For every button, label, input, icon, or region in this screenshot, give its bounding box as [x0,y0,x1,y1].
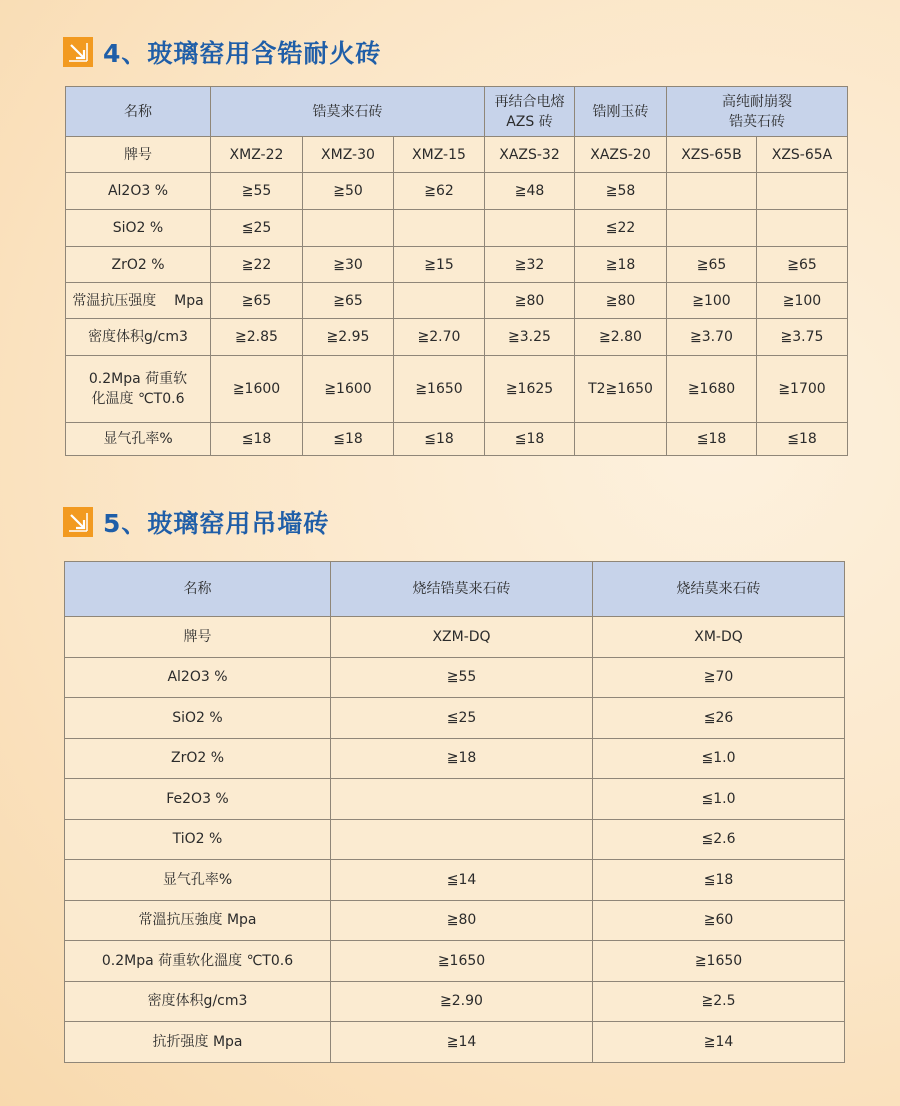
value-cell: ≦18 [757,423,848,456]
value-cell: ≧3.75 [757,319,848,356]
row-label: 0.2Mpa 荷重软 化温度 ℃T0.6 [66,356,211,423]
value-cell: ≧18 [575,247,667,283]
table-row [65,738,845,779]
table-row [66,210,848,247]
value-cell: ≧48 [485,173,575,210]
arrow-down-right-icon [63,507,93,537]
value-cell: ≧1680 [667,356,757,423]
value-cell [394,283,485,319]
value-cell: XM-DQ [593,617,845,658]
value-cell: ≧1700 [757,356,848,423]
value-cell: ≧80 [575,283,667,319]
value-cell: ≧2.90 [331,981,593,1022]
header-name: 名称 [65,562,331,617]
header-sintered-mullite: 烧结莫来石砖 [593,562,845,617]
value-cell: ≧70 [593,657,845,698]
table-row [66,247,848,283]
value-cell [331,779,593,820]
table-row [65,860,845,901]
table-header-row [66,87,848,137]
value-cell: ≧50 [303,173,394,210]
value-cell: ≦1.0 [593,779,845,820]
value-cell: ≦1.0 [593,738,845,779]
value-cell: ≧3.70 [667,319,757,356]
value-cell: ≦18 [485,423,575,456]
grade-cell: XMZ-22 [211,137,303,173]
value-cell: ≧2.95 [303,319,394,356]
row-label: 常溫抗压強度 Mpa [65,900,331,941]
table-row [65,819,845,860]
section4-title: 4、玻璃窑用含锆耐火砖 [103,39,382,68]
value-cell: ≦25 [331,698,593,739]
value-cell: ≧65 [211,283,303,319]
value-cell: ≧80 [331,900,593,941]
value-cell: XZM-DQ [331,617,593,658]
header-name: 名称 [66,87,211,137]
grade-row [66,137,848,173]
row-label: ZrO2 % [65,738,331,779]
value-cell: ≧32 [485,247,575,283]
table-row [65,617,845,658]
value-cell [394,210,485,247]
header-zircon: 高纯耐崩裂 锆英石砖 [667,87,848,137]
value-cell [303,210,394,247]
value-cell: ≧60 [593,900,845,941]
value-cell: ≧80 [485,283,575,319]
header-zirconia-corundum: 锆刚玉砖 [575,87,667,137]
header-rebonded-azs: 再结合电熔 AZS 砖 [485,87,575,137]
value-cell: ≧2.85 [211,319,303,356]
value-cell: ≦18 [394,423,485,456]
value-cell: ≧58 [575,173,667,210]
table-row [65,900,845,941]
value-cell: ≦14 [331,860,593,901]
grade-cell: XZS-65B [667,137,757,173]
value-cell [667,210,757,247]
value-cell: ≦18 [303,423,394,456]
table-row [66,283,848,319]
grade-cell: XAZS-20 [575,137,667,173]
value-cell: ≧1650 [394,356,485,423]
value-cell: ≧2.70 [394,319,485,356]
value-cell: ≧2.80 [575,319,667,356]
value-cell: ≧1625 [485,356,575,423]
table-row [66,423,848,456]
value-cell [485,210,575,247]
value-cell: ≦2.6 [593,819,845,860]
value-cell: T2≧1650 [575,356,667,423]
row-label: Al2O3 % [66,173,211,210]
value-cell: ≧18 [331,738,593,779]
row-label: Fe2O3 % [65,779,331,820]
value-cell: ≦18 [211,423,303,456]
value-cell: ≦25 [211,210,303,247]
zirconia-brick-table [65,86,848,456]
value-cell: ≧14 [593,1022,845,1063]
row-label: 牌号 [65,617,331,658]
header-zirconia-mullite: 锆莫来石砖 [211,87,485,137]
value-cell: ≧65 [303,283,394,319]
value-cell: ≧1650 [593,941,845,982]
value-cell [757,173,848,210]
value-cell: ≦26 [593,698,845,739]
row-label: 显气孔率% [65,860,331,901]
table-row [65,698,845,739]
value-cell: ≧30 [303,247,394,283]
row-label: SiO2 % [65,698,331,739]
table-row [65,779,845,820]
value-cell: ≧100 [667,283,757,319]
grade-cell: XMZ-30 [303,137,394,173]
value-cell: ≧1600 [211,356,303,423]
value-cell: ≧65 [757,247,848,283]
table-row [65,981,845,1022]
row-label: 密度体积g/cm3 [65,981,331,1022]
table-row [66,319,848,356]
table-row [65,941,845,982]
value-cell: ≧62 [394,173,485,210]
value-cell: ≦22 [575,210,667,247]
row-label: 密度体积g/cm3 [66,319,211,356]
value-cell: ≧65 [667,247,757,283]
table-header-row [65,562,845,617]
section4-heading [63,35,381,69]
section5-heading [63,505,329,539]
section5-title: 5、玻璃窑用吊墙砖 [103,509,330,538]
value-cell [757,210,848,247]
value-cell: ≧2.5 [593,981,845,1022]
grade-label: 牌号 [66,137,211,173]
row-label: 显气孔率% [66,423,211,456]
row-label: 常温抗压强度 Mpa [66,283,211,319]
row-label: TiO2 % [65,819,331,860]
value-cell [667,173,757,210]
value-cell: ≧1600 [303,356,394,423]
arrow-down-right-icon [63,37,93,67]
table-row [65,657,845,698]
row-label: 抗折强度 Mpa [65,1022,331,1063]
value-cell: ≧14 [331,1022,593,1063]
row-label: SiO2 % [66,210,211,247]
value-cell [575,423,667,456]
table-row [66,356,848,423]
value-cell: ≧3.25 [485,319,575,356]
value-cell: ≧15 [394,247,485,283]
header-sintered-zirconia-mullite: 烧结锆莫来石砖 [331,562,593,617]
row-label: Al2O3 % [65,657,331,698]
row-label: 0.2Mpa 荷重软化溫度 ℃T0.6 [65,941,331,982]
grade-cell: XMZ-15 [394,137,485,173]
value-cell [331,819,593,860]
table-row [65,1022,845,1063]
value-cell: ≧100 [757,283,848,319]
value-cell: ≧55 [331,657,593,698]
value-cell: ≧55 [211,173,303,210]
value-cell: ≦18 [667,423,757,456]
table-row [66,173,848,210]
grade-cell: XZS-65A [757,137,848,173]
row-label: ZrO2 % [66,247,211,283]
hanging-wall-brick-table [64,561,845,1063]
value-cell: ≦18 [593,860,845,901]
value-cell: ≧1650 [331,941,593,982]
grade-cell: XAZS-32 [485,137,575,173]
value-cell: ≧22 [211,247,303,283]
